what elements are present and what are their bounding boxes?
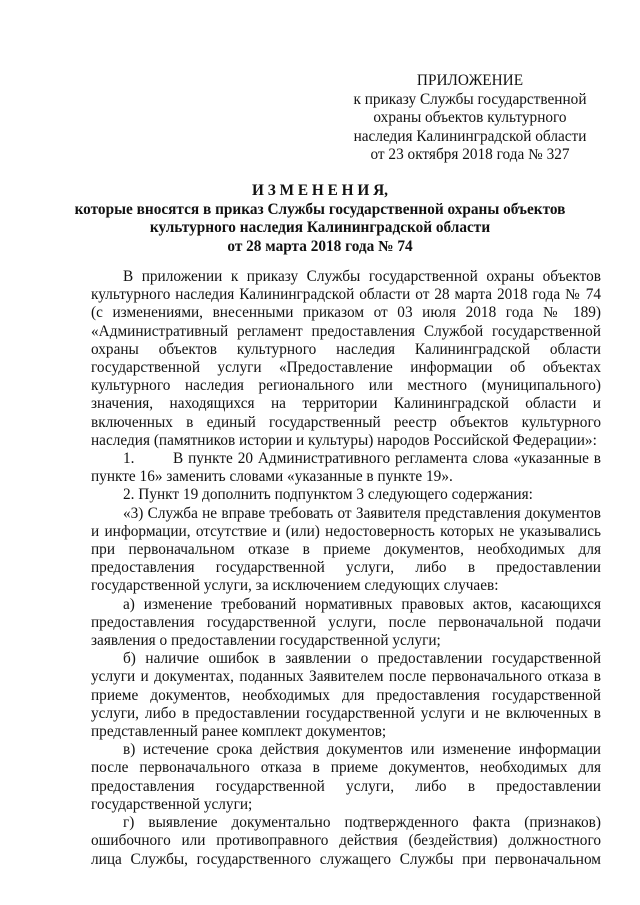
text-line: государственной услуги «Предоставление информации об объектах bbox=[91, 359, 601, 377]
text-line: предоставления государственной услуги, либо в предоставлении bbox=[91, 559, 601, 577]
appendix-line: к приказу Службы государственной bbox=[353, 90, 587, 108]
text-line: приеме документов, необходимых для предоставления государственной bbox=[91, 686, 601, 704]
text-line: культурного наследия Калининградской области от 28 марта 2018 года № 74 bbox=[91, 286, 601, 304]
appendix-header bbox=[340, 72, 600, 165]
text-line: включенных в единый государственный реестр объектов культурного bbox=[91, 413, 601, 431]
appendix-line: наследия Калининградской области bbox=[353, 127, 587, 145]
heading-line: от 28 марта 2018 года № 74 bbox=[227, 237, 413, 255]
text-line: пункте 16» заменить словами «указанные в пункте 19». bbox=[91, 468, 453, 486]
text-line: услуги и документах, поданных Заявителем после первоначального отказа в bbox=[91, 668, 601, 686]
document-heading bbox=[40, 182, 600, 256]
text-line: охраны объектов культурного наследия Калининградской области bbox=[91, 340, 601, 358]
text-line: В приложении к приказу Службы государственной охраны объектов bbox=[123, 268, 601, 285]
text-line: предоставления государственной услуги, после первоначальной подачи bbox=[91, 613, 601, 631]
text-line: представленный ранее комплект документов; bbox=[91, 723, 387, 741]
text-line: услуги, либо в предоставлении государственной услуги и не включенных в bbox=[91, 704, 601, 722]
text-line: после первоначального отказа в приеме документов, необходимых для bbox=[91, 759, 601, 777]
text-line: «Административный регламент предоставления Службой государственной bbox=[91, 322, 601, 340]
appendix-line: охраны объектов культурного bbox=[373, 109, 567, 127]
text-line: «3) Служба не вправе требовать от Заявителя представления документов bbox=[123, 504, 601, 522]
appendix-title: ПРИЛОЖЕНИЕ bbox=[416, 72, 524, 89]
item-1-first-line bbox=[91, 450, 601, 468]
text-line: б) наличие ошибок в заявлении о предоставлении государственной bbox=[123, 650, 601, 668]
item-1-number: 1. bbox=[123, 450, 135, 468]
text-line: в) истечение срока действия документов или изменение информации bbox=[123, 741, 601, 759]
text-line: культурного наследия регионального или местного (муниципального) bbox=[91, 377, 601, 395]
text-line: ошибочного или противоправного действия (бездействия) должностного bbox=[91, 832, 601, 850]
heading-title: И З М Е Н Е Н И Я, bbox=[252, 182, 388, 199]
text-line: г) выявление документально подтвержденного факта (признаков) bbox=[123, 814, 601, 832]
text-line: при первоначальном отказе в приеме документов, необходимых для bbox=[91, 541, 601, 559]
text-line: а) изменение требований нормативных правовых актов, касающихся bbox=[123, 595, 601, 613]
document-body bbox=[91, 268, 601, 869]
text-line: предоставления государственной услуги, либо в предоставлении bbox=[91, 777, 601, 795]
text-line: государственной услуги; bbox=[91, 795, 253, 813]
item-1-text: В пункте 20 Административного регламента слова «указанные в bbox=[173, 450, 601, 468]
text-line: наследия (памятников истории и культуры) народов Российской Федерации»: bbox=[91, 431, 597, 449]
text-line: государственной услуги, за исключением следующих случаев: bbox=[91, 577, 499, 595]
appendix-line: от 23 октября 2018 года № 327 bbox=[370, 146, 570, 164]
item-2: 2. Пункт 19 дополнить подпунктом 3 следующего содержания: bbox=[123, 486, 533, 504]
text-line: заявления о предоставлении государственной услуги; bbox=[91, 632, 441, 650]
text-line: лица Службы, государственного служащего Службы при первоначальном bbox=[91, 850, 601, 868]
heading-line: которые вносятся в приказ Службы государственной охраны объектов bbox=[74, 200, 566, 218]
text-line: (с изменениями, внесенными приказом от 03 июля 2018 года № 189) bbox=[91, 304, 601, 322]
heading-line: культурного наследия Калининградской области bbox=[149, 219, 491, 237]
text-line: значения, находящихся на территории Калининградской области и bbox=[91, 395, 601, 413]
text-line: и информации, отсутствие и (или) недостоверность которых не указывались bbox=[91, 522, 601, 540]
